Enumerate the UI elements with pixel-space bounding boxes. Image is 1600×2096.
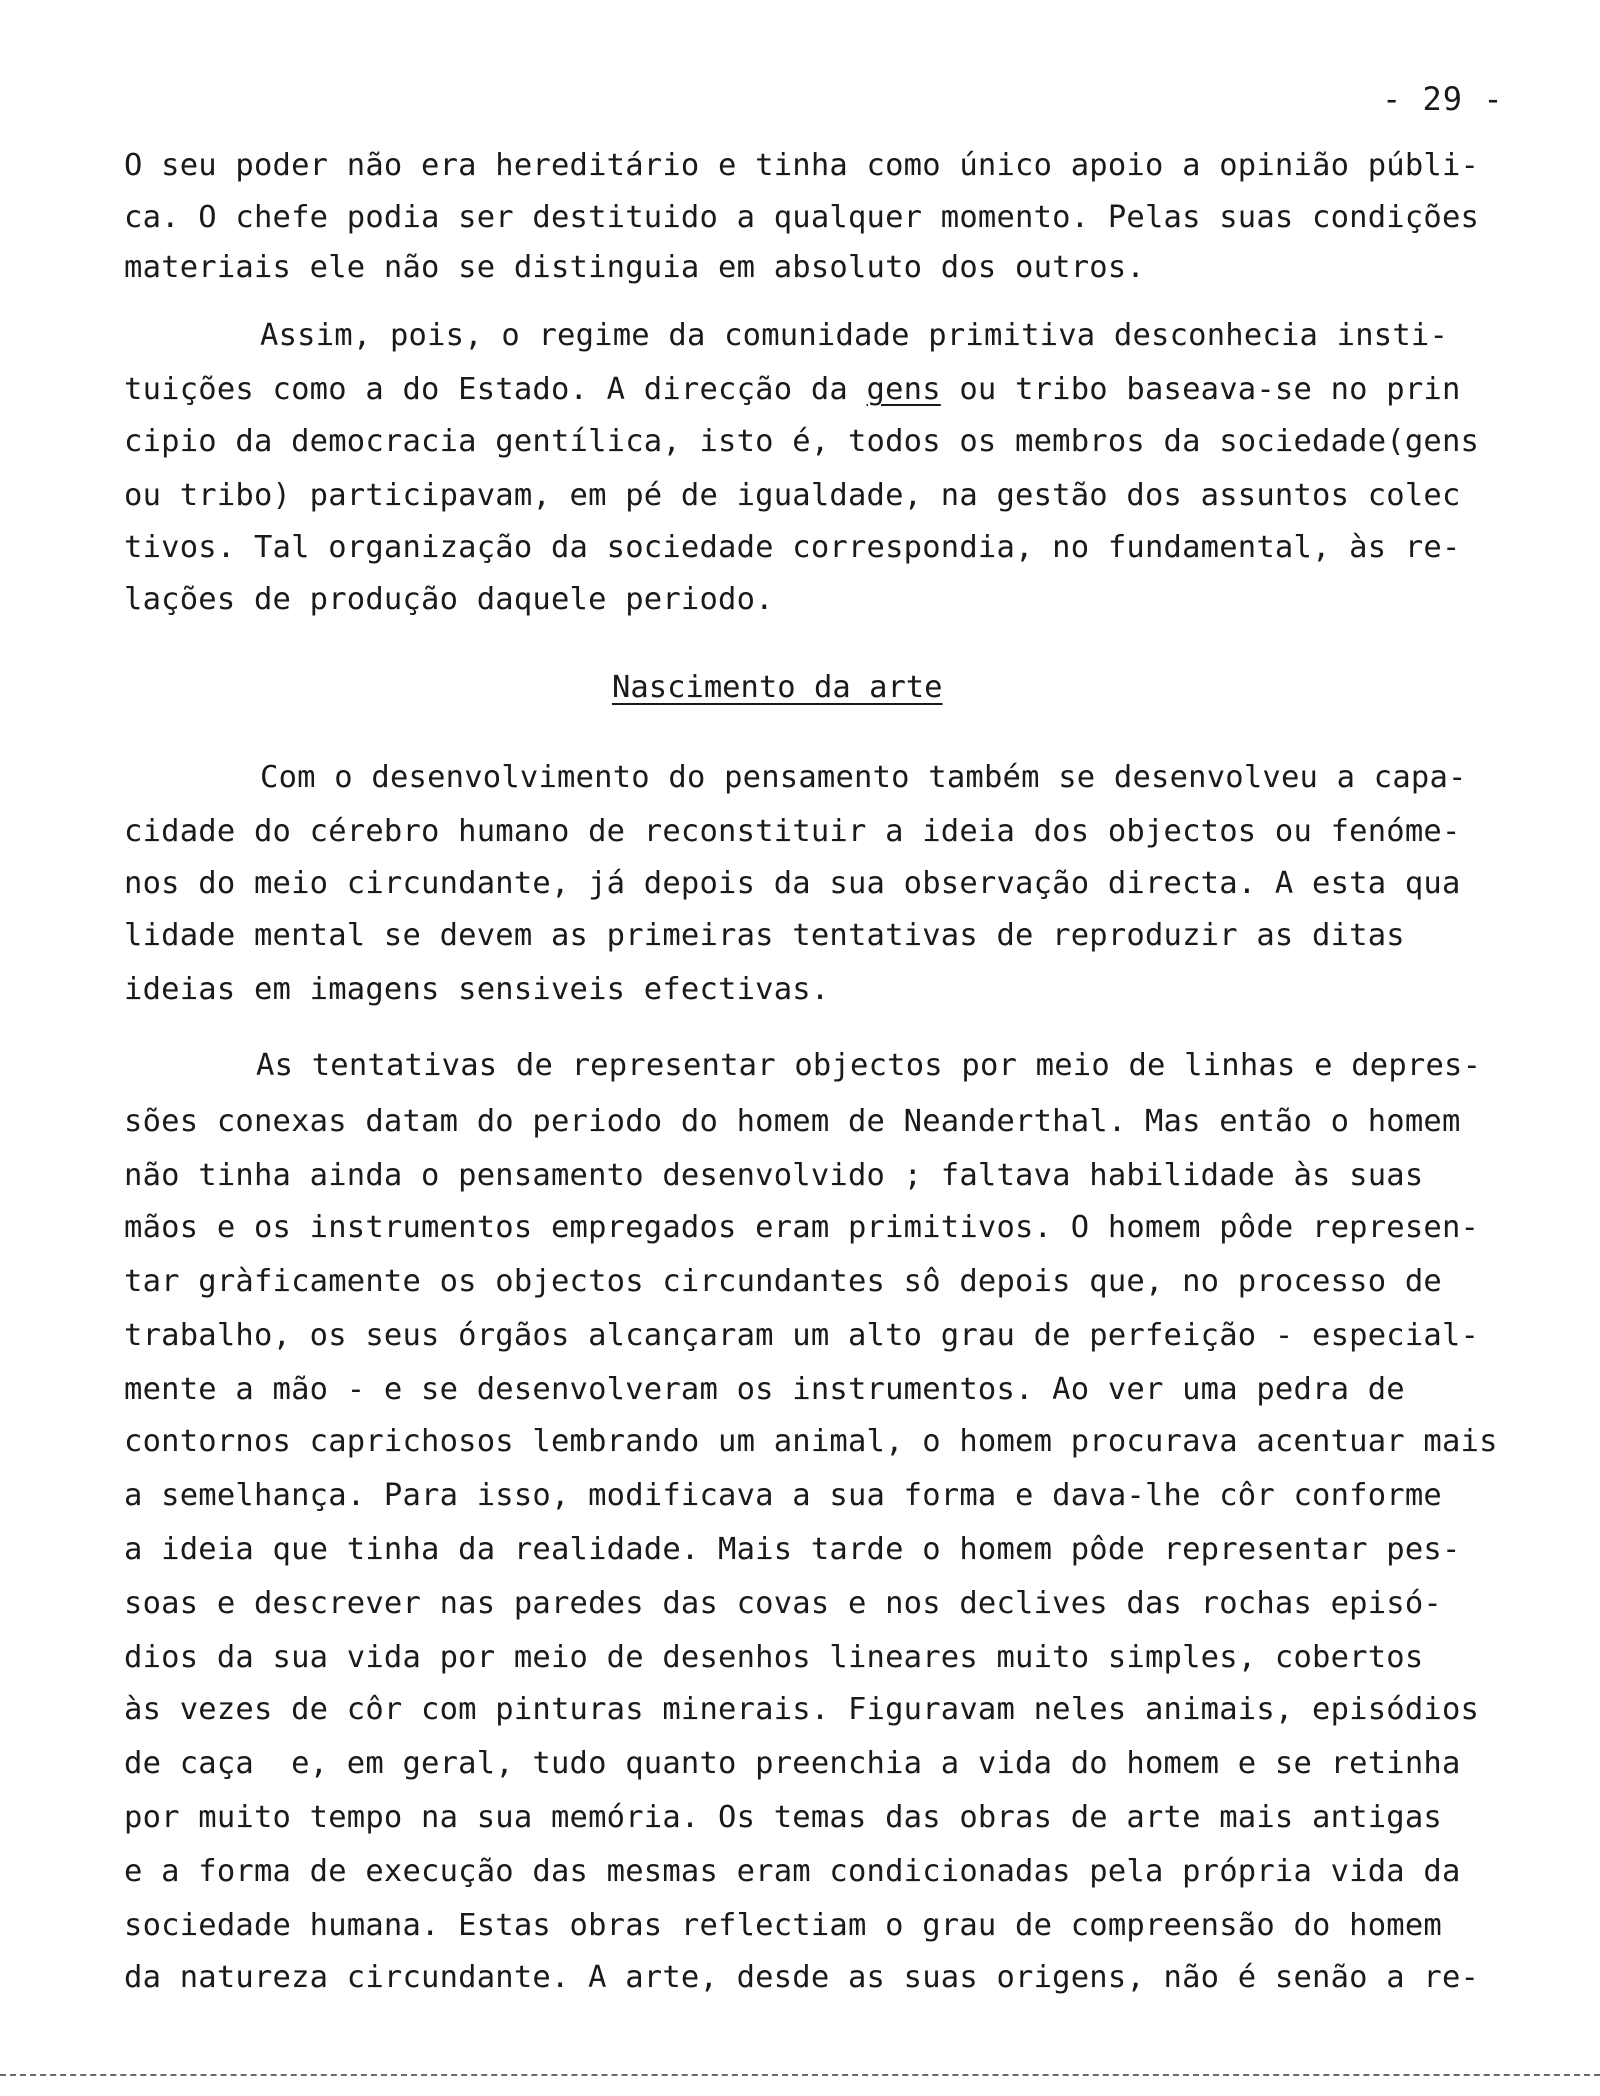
text-line: trabalho, os seus órgãos alcançaram um alto grau de perfeição - especial-	[124, 1318, 1480, 1353]
text-line: contornos caprichosos lembrando um animal, o homem procurava acentuar mais	[124, 1424, 1498, 1459]
text-line: As tentativas de representar objectos por meio de linhas e depres-	[256, 1048, 1482, 1083]
text-line: Com o desenvolvimento do pensamento também se desenvolveu a capa-	[260, 760, 1467, 795]
text-line: sões conexas datam do periodo do homem de Neanderthal. Mas então o homem	[124, 1104, 1461, 1139]
text-line: tar gràficamente os objectos circundantes sô depois que, no processo de	[124, 1264, 1442, 1299]
text-line: ca. O chefe podia ser destituido a qualquer momento. Pelas suas condições	[124, 200, 1480, 235]
text-line: lidade mental se devem as primeiras tentativas de reproduzir as ditas	[124, 918, 1405, 953]
text-line: a semelhança. Para isso, modificava a sua forma e dava-lhe côr conforme	[124, 1478, 1442, 1513]
underlined-term: gens	[866, 372, 941, 407]
text-line: de caça e, em geral, tudo quanto preenchia a vida do homem e se retinha	[124, 1746, 1461, 1781]
text-line: Assim, pois, o regime da comunidade primitiva desconhecia insti-	[260, 318, 1449, 353]
text-line: cidade do cérebro humano de reconstituir a ideia dos objectos ou fenóme-	[124, 814, 1461, 849]
text-line: por muito tempo na sua memória. Os temas das obras de arte mais antigas	[124, 1800, 1442, 1835]
text-line: nos do meio circundante, já depois da sua observação directa. A esta qua	[124, 866, 1461, 901]
text-line: a ideia que tinha da realidade. Mais tarde o homem pôde representar pes-	[124, 1532, 1461, 1567]
text-line: cipio da democracia gentílica, isto é, todos os membros da sociedade(gens	[124, 424, 1480, 459]
text-line: sociedade humana. Estas obras reflectiam o grau de compreensão do homem	[124, 1908, 1442, 1943]
text-line	[124, 372, 1461, 408]
text-segment: ou tribo baseava-se no prin	[940, 372, 1461, 407]
text-line: e a forma de execução das mesmas eram condicionadas pela própria vida da	[124, 1854, 1461, 1889]
text-line: ou tribo) participavam, em pé de igualdade, na gestão dos assuntos colec	[124, 478, 1461, 513]
section-heading: Nascimento da arte	[612, 670, 943, 705]
text-line: mente a mão - e se desenvolveram os instrumentos. Ao ver uma pedra de	[124, 1372, 1405, 1407]
text-line: mãos e os instrumentos empregados eram primitivos. O homem pôde represen-	[124, 1210, 1480, 1245]
text-line: dios da sua vida por meio de desenhos lineares muito simples, cobertos	[124, 1640, 1424, 1675]
text-line: lações de produção daquele periodo.	[124, 582, 774, 617]
text-line: ideias em imagens sensiveis efectivas.	[124, 972, 830, 1007]
page-number: - 29 -	[1382, 80, 1504, 118]
page-bottom-edge	[0, 2074, 1600, 2076]
text-line: materiais ele não se distinguia em absoluto dos outros.	[124, 250, 1145, 285]
text-line: da natureza circundante. A arte, desde as suas origens, não é senão a re-	[124, 1960, 1480, 1995]
text-line: O seu poder não era hereditário e tinha como único apoio a opinião públi-	[124, 148, 1480, 183]
text-line: tivos. Tal organização da sociedade correspondia, no fundamental, às re-	[124, 530, 1461, 565]
text-line: soas e descrever nas paredes das covas e nos declives das rochas episó-	[124, 1586, 1442, 1621]
text-segment: tuições como a do Estado. A direcção da	[124, 372, 867, 407]
text-line: não tinha ainda o pensamento desenvolvido ; faltava habilidade às suas	[124, 1158, 1424, 1193]
text-line: às vezes de côr com pinturas minerais. Figuravam neles animais, episódios	[124, 1692, 1480, 1727]
